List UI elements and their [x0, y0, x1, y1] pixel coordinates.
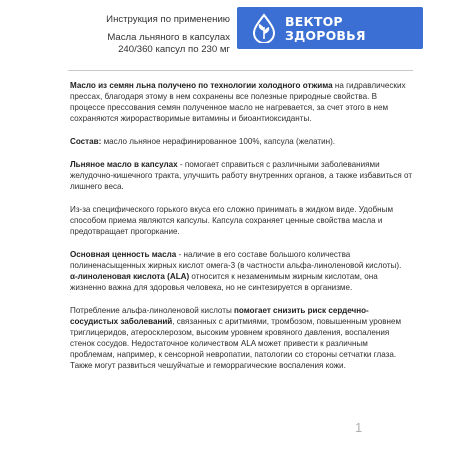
- page-number: 1: [355, 420, 363, 435]
- composition-label: Состав:: [70, 137, 102, 146]
- paragraph-cold-press: [70, 80, 414, 124]
- consumption-text: , связанных с аритмиями, тромбозом, повышенным уровнем триглицеридов, атеросклерозом, высоким уровнем кровяного давления, воспаления стенок сосудов. Недостаточное количеством ALA может привести к различным проблемам, например, к сенсорной невропатии, патологии со стороны сетчатки глаза. Также могут развиться чешуйчатые и геморрагические воспаления кожи.: [70, 317, 402, 370]
- paragraph-composition: [70, 136, 414, 147]
- paragraph-taste: Из-за специфического горького вкуса его сложно принимать в жидком виде. Удобным способом приема являются капсулы. Капсула сохраняет ценные свойства масла и предотвращает прогоркание.: [70, 205, 394, 236]
- main-value-heading: Основная ценность масла: [70, 250, 177, 259]
- brand-name: [285, 15, 366, 43]
- capsules-text: - помогает справиться с различными заболеваниями желудочно-кишечного тракта, улучшить работу внутренних органов, а также избавиться от лишнего веса.: [70, 160, 413, 191]
- instruction-body: [70, 80, 414, 381]
- ala-heading: α-линоленовая кислота (ALA): [70, 272, 190, 281]
- header: [0, 0, 450, 70]
- capsules-heading: Льняное масло в капсулах: [70, 160, 178, 169]
- cold-press-heading: Масло из семян льна получено по технологии холодного отжима: [70, 81, 333, 90]
- instruction-title: Инструкция по применению: [106, 14, 230, 25]
- header-divider: [68, 70, 413, 71]
- paragraph-main-value: [70, 249, 414, 271]
- ala-text: относится к незаменимым жирным кислотам, она жизненно важна для здоровья человека, но не синтезируется в организме.: [70, 272, 378, 292]
- paragraph-capsules: [70, 159, 414, 192]
- product-name: Масла льняного в капсулах: [107, 32, 230, 43]
- brand-line-2: ЗДОРОВЬЯ: [285, 28, 366, 43]
- brand-logo: [237, 7, 423, 49]
- brand-line-1: ВЕКТОР: [285, 14, 343, 29]
- drop-leaf-icon: [251, 13, 277, 43]
- product-dosage: 240/360 капсул по 230 мг: [118, 44, 230, 55]
- main-value-text: - наличие в его составе большого количества полиненасыщенных жирных кислот омега-3 (в частности альфа-линоленовой кислоты).: [70, 250, 402, 270]
- composition-text: масло льняное нерафинированное 100%, капсула (желатин).: [101, 137, 336, 146]
- instruction-title-block: [30, 14, 230, 56]
- consumption-intro: Потребление альфа-линоленовой кислоты: [70, 306, 235, 315]
- cold-press-text: на гидравлических прессах, благодаря этому в нем сохранены все полезные природные свойства. В процессе прессования семян полученное масло не нагревается, за счет этого в нем сохраняются жирорастворимые витамины и биоантиоксиданты.: [70, 81, 406, 123]
- paragraph-consumption: [70, 305, 414, 371]
- consumption-highlight: помогает снизить риск сердечно-сосудистых заболеваний: [70, 306, 369, 326]
- paragraph-ala: [70, 271, 414, 293]
